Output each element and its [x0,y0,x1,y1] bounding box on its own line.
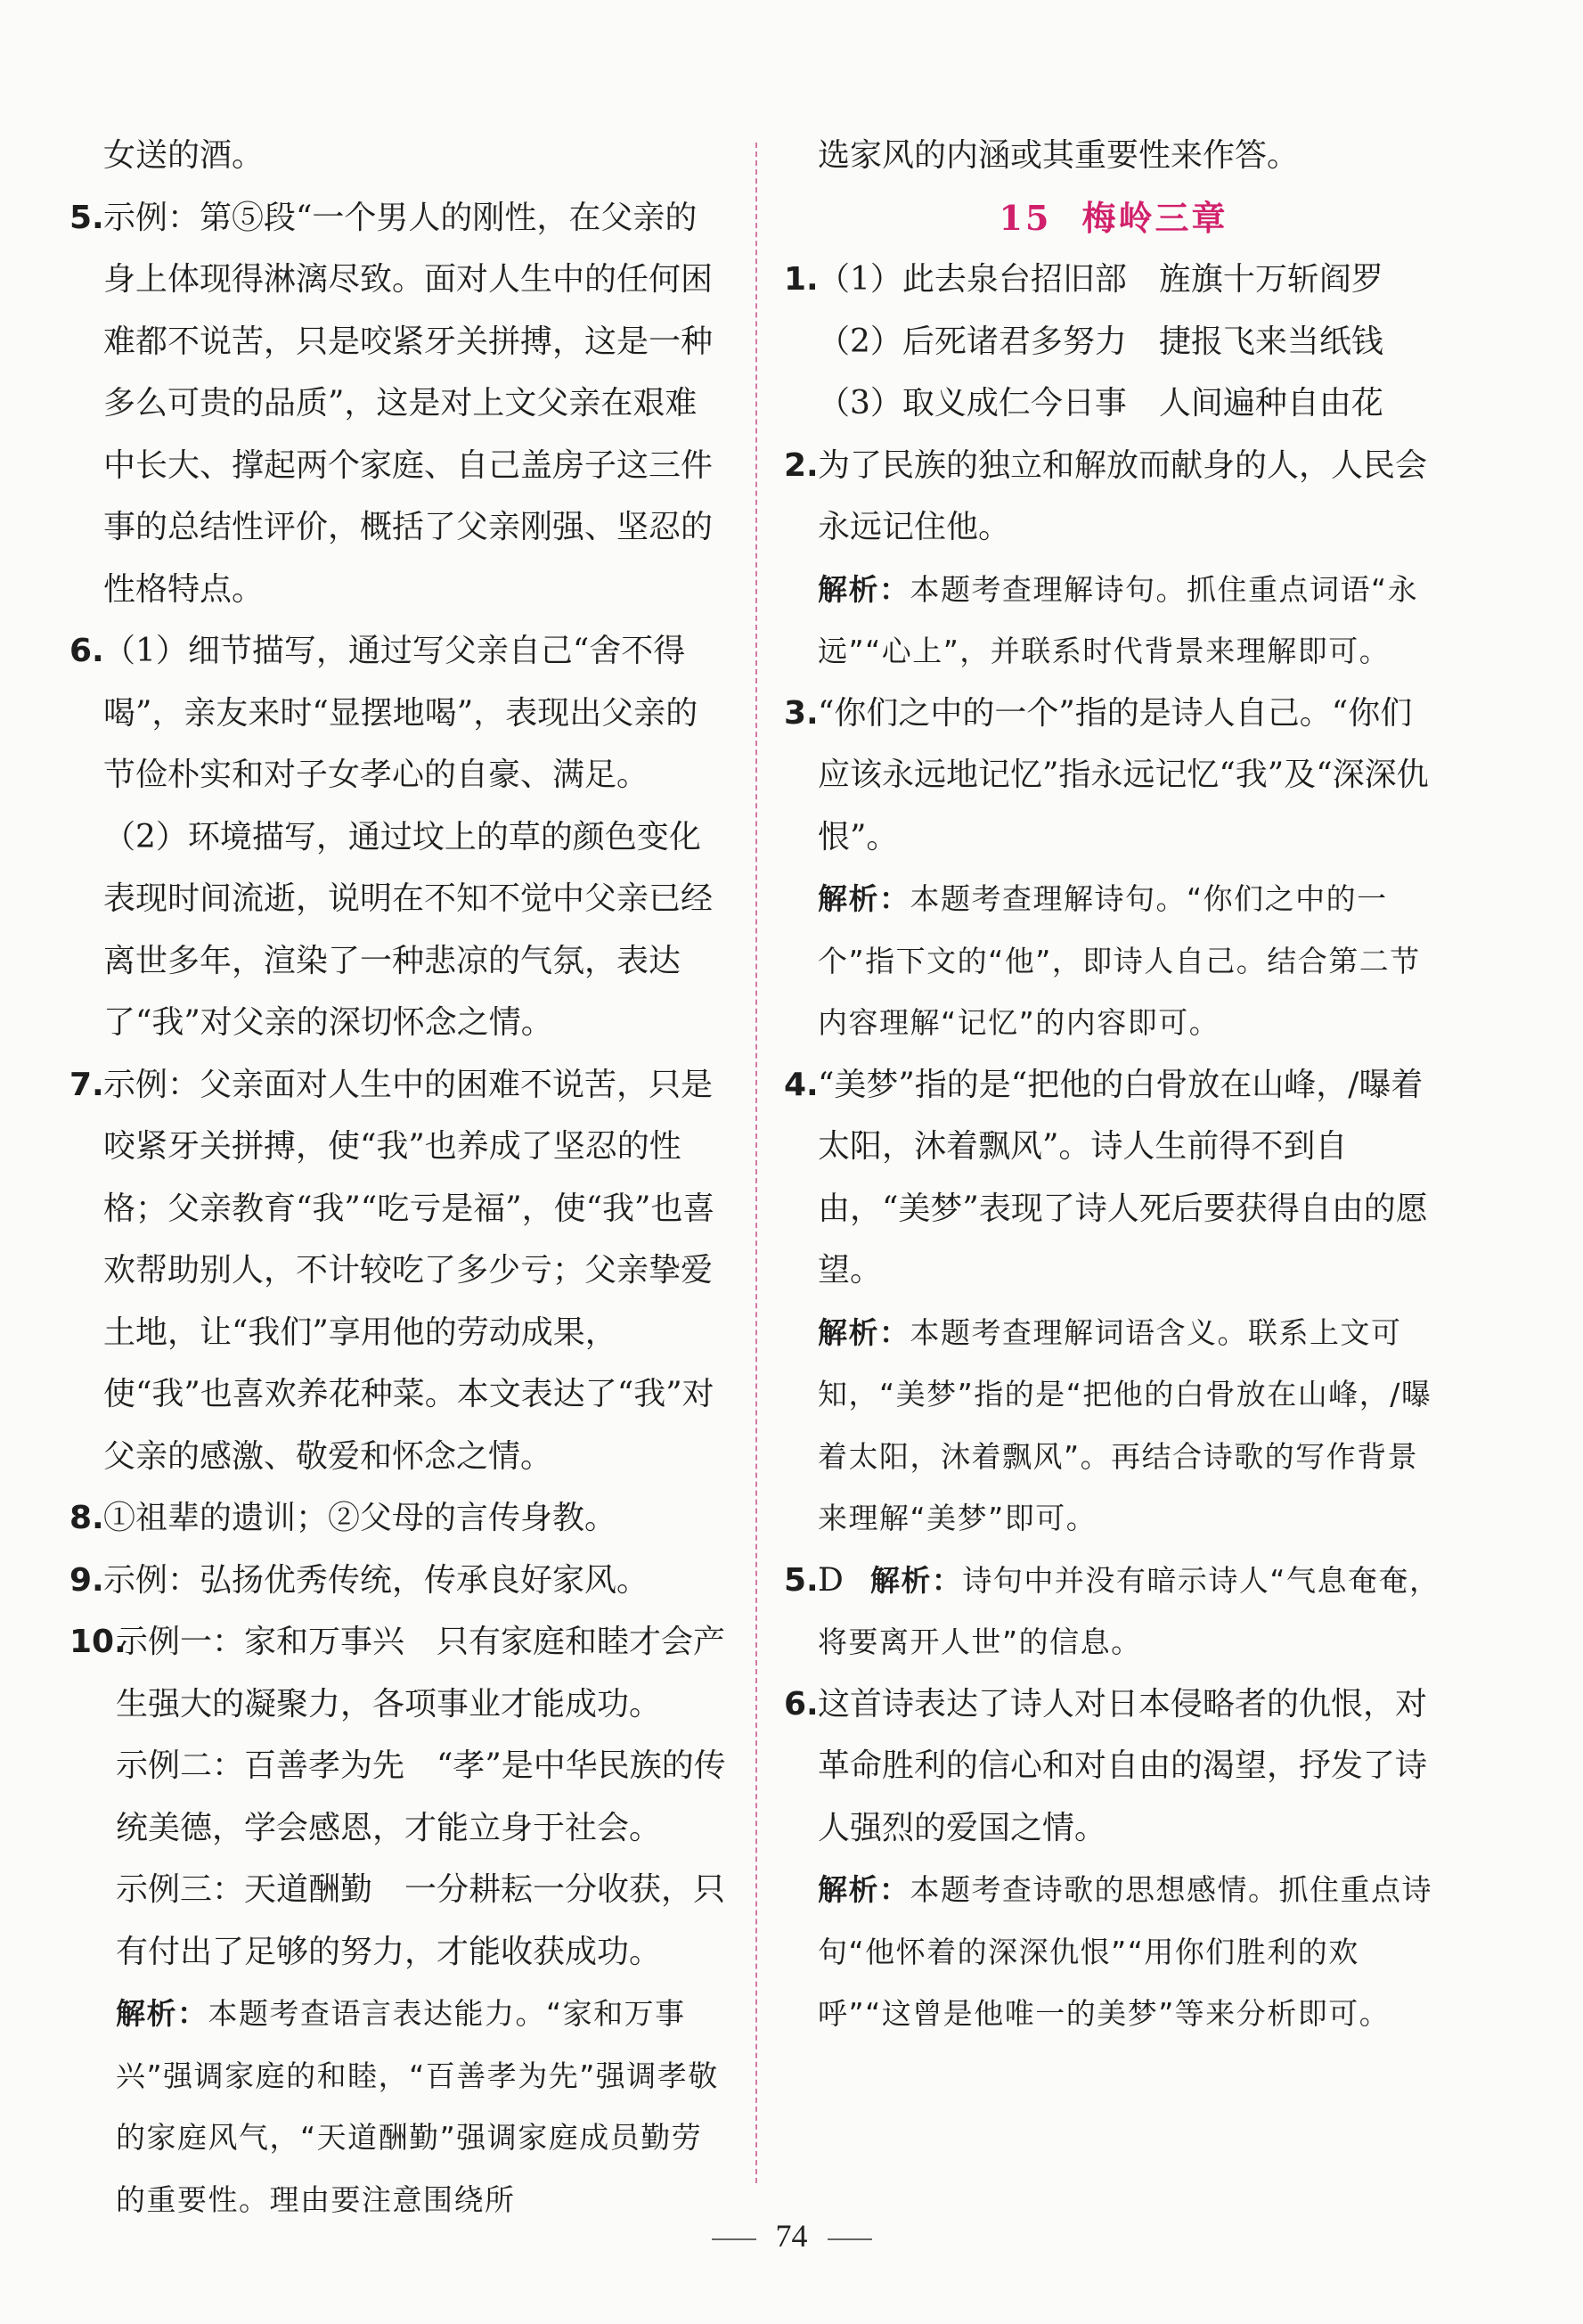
analysis-block [818,1859,1443,2045]
item-number: 10. [69,1624,126,1660]
answer-item-5-right [784,1550,1443,1673]
answer-item-3 [784,683,1443,1054]
page-footer [0,2217,1583,2254]
answer-item-2 [784,435,1443,683]
answer-item-8 [69,1487,729,1550]
item-number: 6. [784,1685,819,1723]
item-number: 6. [69,633,104,669]
answer-text: （1）细节描写，通过写父亲自己“舍不得喝”，亲友来时“显摆地喝”，表现出父亲的节俭朴实和对子女孝心的自豪、满足。 [103,633,698,793]
analysis-block [818,559,1443,683]
example-two: 示例二：百善孝为先 “孝”是中华民族的传统美德，学会感恩，才能立身于社会。 [116,1747,726,1846]
answer-item-10 [69,1611,729,2230]
analysis-label: 解析： [818,1314,910,1350]
analysis-text: 本题考查诗歌的思想感情。抓住重点诗句“他怀着的深深仇恨”“用你们胜利的欢呼”“这曾是他唯一的美梦”等来分析即可。 [818,1872,1432,2031]
analysis-block [818,868,1443,1054]
left-lead-text: 女送的酒。 [103,137,265,174]
analysis-label: 解析： [818,1872,910,1907]
page-number: 74 [775,2218,808,2254]
item-number: 8. [69,1500,104,1536]
item-number: 2. [784,446,819,484]
item-number: 9. [69,1561,104,1599]
answer-choice: D [818,1561,844,1599]
section-number: 15 [999,197,1052,238]
answer-text: ①祖辈的遗训；②父母的言传身教。 [103,1500,617,1536]
answer-item-9 [69,1550,729,1612]
item-number: 5. [69,199,104,236]
analysis-block [818,1302,1443,1550]
example-three: 示例三：天道酬勤 一分耕耘一分收获，只有付出了足够的努力，才能收获成功。 [116,1871,726,1970]
section-name: 梅岭三章 [1081,197,1228,238]
section-title [784,187,1443,250]
answer-with-analysis [818,1550,1443,1673]
poem-line: （2）后死诸君多努力 捷报飞来当纸钱 [818,323,1383,360]
left-column [69,125,729,2230]
analysis-label: 解析： [869,1562,963,1598]
item-number: 3. [784,694,819,732]
poem-line: （3）取义成仁今日事 人间遍种自由花 [818,385,1383,421]
item-number: 4. [784,1066,819,1103]
footer-dash-left [712,2238,756,2240]
item-number: 5. [784,1561,819,1599]
answer-text: 为了民族的独立和解放而献身的人，人民会永远记住他。 [818,446,1428,545]
answer-text: 这首诗表达了诗人对日本侵略者的仇恨，对革命胜利的信心和对自由的渴望，抒发了诗人强烈的爱国之情。 [818,1685,1428,1846]
analysis-text: 本题考查理解词语含义。联系上文可知，“美梦”指的是“把他的白骨放在山峰，/曝着太阳，沐着飘风”。再结合诗歌的写作背景来理解“美梦”即可。 [818,1314,1432,1535]
answer-text: （2）环境描写，通过坟上的草的颜色变化表现时间流逝，说明在不知不觉中父亲已经离世多年，渲染了一种悲凉的气氛，表达了“我”对父亲的深切怀念之情。 [103,818,714,1041]
right-lead-text: 选家风的内涵或其重要性来作答。 [818,137,1300,174]
answer-text: 示例：弘扬优秀传统，传承良好家风。 [103,1561,649,1599]
right-column [784,125,1443,2045]
analysis-text: 诗句中并没有暗示诗人“气息奄奄，将要离开人世”的信息。 [818,1562,1440,1659]
analysis-inline [818,1563,1440,1660]
item-number: 7. [69,1066,104,1103]
answer-text: 示例：父亲面对人生中的困难不说苦，只是咬紧牙关拼搏，使“我”也养成了坚忍的性格；父亲教育“我”“吃亏是福”，使“我”也喜欢帮助别人，不计较吃了多少亏；父亲挚爱土地，让“我们”享用他的劳动成果，使“我”也喜欢养花种菜。本文表达了“我”对父亲的感激、敬爱和怀念之情。 [103,1066,715,1475]
footer-dash-right [828,2238,872,2240]
item-number: 1. [784,261,819,298]
analysis-text: 本题考查理解诗句。“你们之中的一个”指下文的“他”，即诗人自己。结合第二节内容理解“记忆”的内容即可。 [818,881,1421,1040]
answer-item-6 [69,620,729,1054]
analysis-label: 解析： [116,1996,208,2031]
answer-text: “你们之中的一个”指的是诗人自己。“你们应该永远地记忆”指永远记忆“我”及“深深仇恨”。 [818,694,1429,855]
analysis-text: 本题考查语言表达能力。“家和万事兴”强调家庭的和睦，“百善孝为先”强调孝敬的家庭风气，“天道酬勤”强调家庭成员勤劳的重要性。理由要注意围绕所 [116,1996,719,2217]
poem-line: （1）此去泉台招旧部 旌旗十万斩阎罗 [818,261,1383,298]
analysis-label: 解析： [818,571,910,607]
answer-item-4 [784,1054,1443,1550]
answer-item-7 [69,1054,729,1488]
answer-text: “美梦”指的是“把他的白骨放在山峰，/曝着太阳，沐着飘风”。诗人生前得不到自由，“美梦”表现了诗人死后要获得自由的愿望。 [818,1066,1428,1289]
analysis-label: 解析： [818,881,910,916]
analysis-text: 本题考查理解诗句。抓住重点词语“永远”“心上”，并联系时代背景来理解即可。 [818,571,1419,668]
answer-item-5 [69,187,729,621]
column-divider [755,143,757,2183]
answer-item-1 [784,249,1443,435]
example-one: 示例一：家和万事兴 只有家庭和睦才会产生强大的凝聚力，各项事业才能成功。 [116,1624,726,1723]
analysis-block [116,1983,729,2230]
answer-text: 示例：第⑤段“一个男人的刚性，在父亲的身上体现得淋漓尽致。面对人生中的任何困难都不说苦，只是咬紧牙关拼搏，这是一种多么可贵的品质”，这是对上文父亲在艰难中长大、撑起两个家庭、自己盖房子这三件事的总结性评价，概括了父亲刚强、坚忍的性格特点。 [103,199,714,608]
answer-item-6-right [784,1673,1443,2045]
